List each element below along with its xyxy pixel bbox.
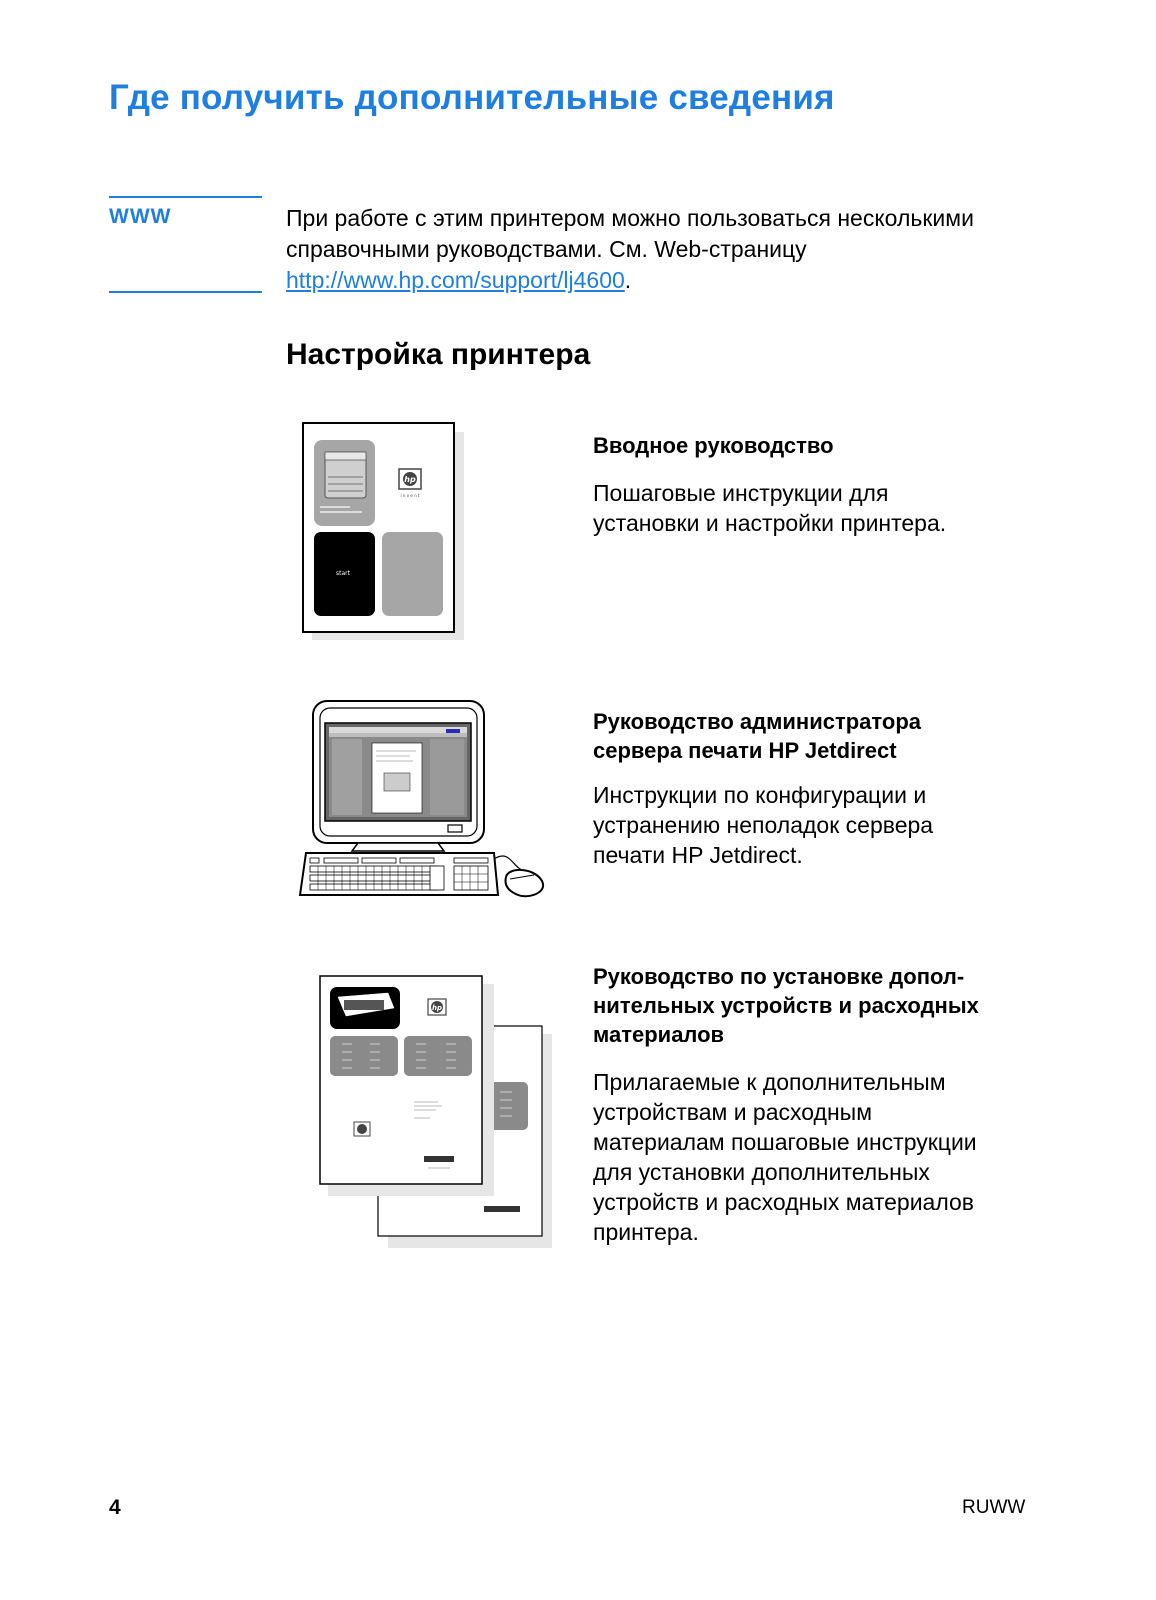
guide-description: Прилагаемые к дополнительным устройствам и расходным материалам пошаговые инструкции для установки дополнительных устройств и расходных материалов принтера.: [593, 1069, 977, 1245]
computer-illustration: [298, 699, 554, 903]
guide-getting-started: [593, 431, 1073, 538]
www-top-rule: [109, 196, 262, 198]
start-label: start: [336, 570, 350, 577]
support-link[interactable]: http://www.hp.com/support/lj4600: [286, 267, 625, 293]
www-text: При работе с этим принтером можно пользоваться несколькими справочными руководствами. См. Web-страницу: [286, 205, 974, 262]
www-label: WWW: [109, 205, 172, 228]
guide-title: Руководство по установке допол-нительных устройств и расходных материалов: [593, 964, 979, 1047]
guide-description: Пошаговые инструкции для установки и настройки принтера.: [593, 480, 947, 536]
svg-text:hp: hp: [404, 475, 416, 484]
install-guides-illustration: [318, 974, 554, 1250]
doc-code: RUWW: [962, 1497, 1026, 1518]
guide-title: Руководство администратора сервера печати HP Jetdirect: [593, 709, 922, 763]
page-number: 4: [109, 1496, 121, 1519]
www-paragraph: [286, 203, 1046, 296]
getting-started-guide-illustration: [302, 422, 466, 642]
guide-jetdirect: [593, 707, 993, 870]
www-text-end: .: [624, 267, 632, 293]
guide-accessories-install: [593, 962, 1023, 1247]
svg-text:hp: hp: [432, 1004, 442, 1012]
guide-description: Инструкции по конфигурации и устранению неполадок сервера печати HP Jetdirect.: [593, 782, 934, 868]
guide-title: Вводное руководство: [593, 433, 834, 458]
www-bottom-rule: [109, 291, 262, 293]
svg-text:i n v e n t: i n v e n t: [400, 493, 420, 498]
section-title: Настройка принтера: [286, 338, 591, 371]
page-title: Где получить дополнительные сведения: [109, 78, 835, 117]
